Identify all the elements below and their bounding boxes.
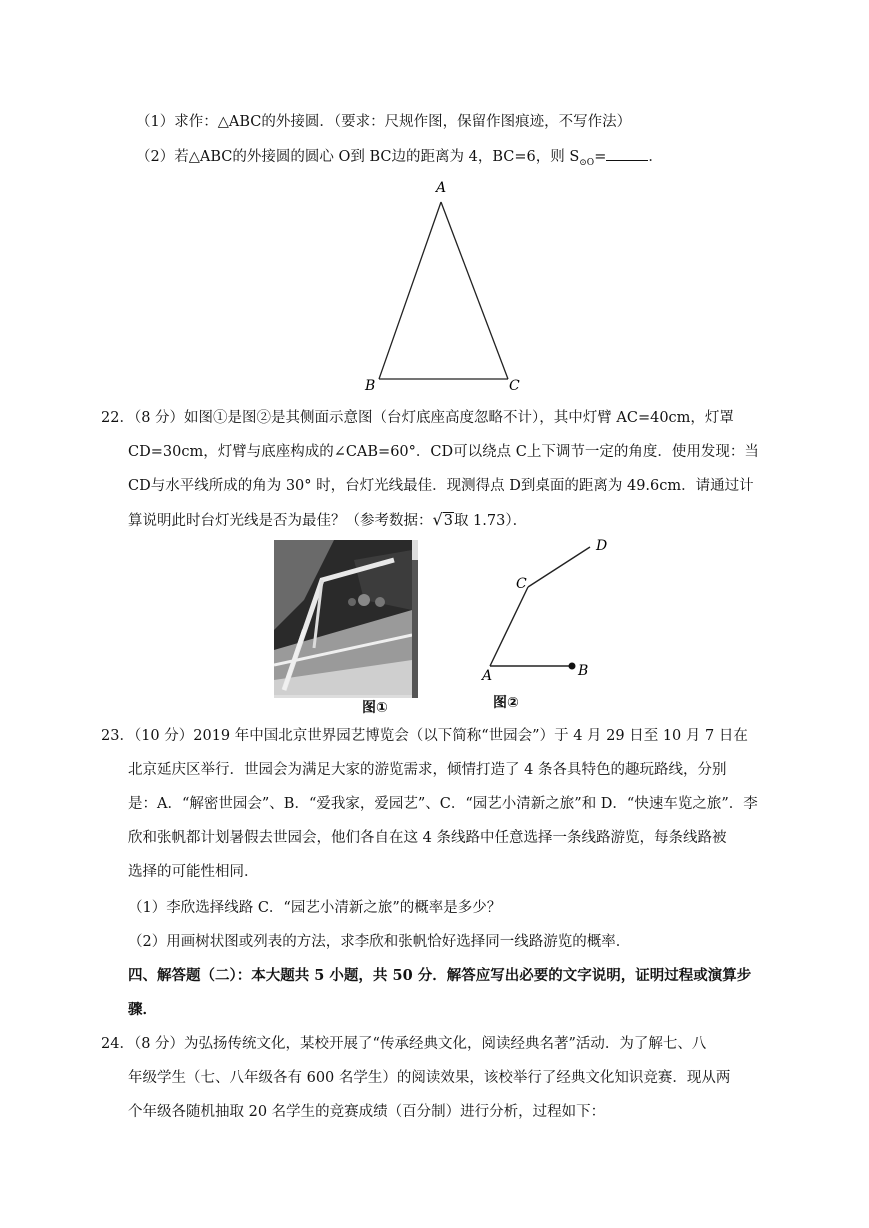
answer-blank[interactable]: [606, 146, 648, 161]
q21-part2: [136, 146, 663, 173]
vertex-c-label: C: [509, 378, 520, 394]
lamp-schematic-figure: [470, 530, 620, 690]
q23-line4: 欣和张帆都计划暑假去世园会，他们各自在这 4 条线路中任意选择一条线路游览，每条线路被: [128, 830, 727, 846]
q21-circle-subscript: ⊙O: [579, 157, 595, 168]
lamp-photo: [274, 540, 418, 698]
vertex-b-label: B: [365, 378, 376, 394]
point-d-label: D: [596, 538, 608, 554]
q23-line5: 选择的可能性相同．: [128, 864, 259, 880]
figure-1-label: 图①: [362, 700, 388, 716]
q22-line4-end: 取 1.73）．: [453, 513, 528, 529]
q21-period: ．: [648, 149, 663, 165]
point-a-label: A: [482, 668, 493, 684]
q23-line1: 23．（10 分）2019 年中国北京世界园艺博览会（以下简称“世园会”）于 4 月 29 日至 10 月 7 日在: [101, 728, 748, 744]
point-b-label: B: [578, 663, 589, 679]
q23-line2: 北京延庆区举行．世园会为满足大家的游览需求，倾情打造了 4 条各具特色的趣玩路线，分别: [128, 762, 727, 778]
section-4-heading-cont: 骤．: [128, 1001, 157, 1018]
vertex-a-label: A: [436, 180, 447, 196]
q23-part1: （1）李欣选择线路 C．“园艺小清新之旅”的概率是多少？: [128, 900, 502, 916]
q22-line2: CD=30cm，灯臂与底座构成的∠CAB=60°．CD可以绕点 C上下调节一定的角度．使用发现：当: [128, 444, 759, 460]
q24-line2: 年级学生（七、八年级各有 600 名学生）的阅读效果，该校举行了经典文化知识竞赛．现从两: [128, 1070, 731, 1086]
section-4-heading: 四、解答题（二）：本大题共 5 小题，共 50 分．解答应写出必要的文字说明，证明过程或演算步: [128, 967, 752, 984]
triangle-abc-figure: [355, 176, 535, 398]
q23-part2: （2）用画树状图或列表的方法，求李欣和张帆恰好选择同一线路游览的概率．: [128, 934, 631, 950]
figure-2-label: 图②: [493, 695, 519, 711]
q21-equals: =: [594, 149, 607, 165]
q22-line4: [128, 510, 527, 531]
sqrt-radicand: 3: [443, 513, 453, 529]
q21-part2-text: （2）若△ABC的外接圆的圆心 O到 BC边的距离为 4，BC=6，则 S: [136, 149, 580, 165]
sqrt-symbol: √: [432, 510, 443, 529]
q24-line1: 24．（8 分）为弘扬传统文化，某校开展了“传承经典文化，阅读经典名著”活动．为了解七、八: [101, 1036, 707, 1052]
point-c-label: C: [516, 576, 527, 592]
q24-line3: 个年级各随机抽取 20 名学生的竞赛成绩（百分制）进行分析，过程如下：: [128, 1104, 606, 1120]
q22-line1: 22．（8 分）如图①是图②是其侧面示意图（台灯底座高度忽略不计），其中灯臂 AC=40cm，灯罩: [101, 410, 734, 426]
q23-line3: 是：A．“解密世园会”、B．“爱我家，爱园艺”、C．“园艺小清新之旅”和 D．“快速车览之旅”．李: [128, 796, 758, 812]
q22-line4-text: 算说明此时台灯光线是否为最佳？（参考数据：: [128, 513, 433, 529]
q22-line3: CD与水平线所成的角为 30° 时，台灯光线最佳．现测得点 D到桌面的距离为 49.6cm．请通过计: [128, 478, 754, 494]
q21-part1: （1）求作：△ABC的外接圆．（要求：尺规作图，保留作图痕迹，不写作法）: [136, 114, 632, 130]
